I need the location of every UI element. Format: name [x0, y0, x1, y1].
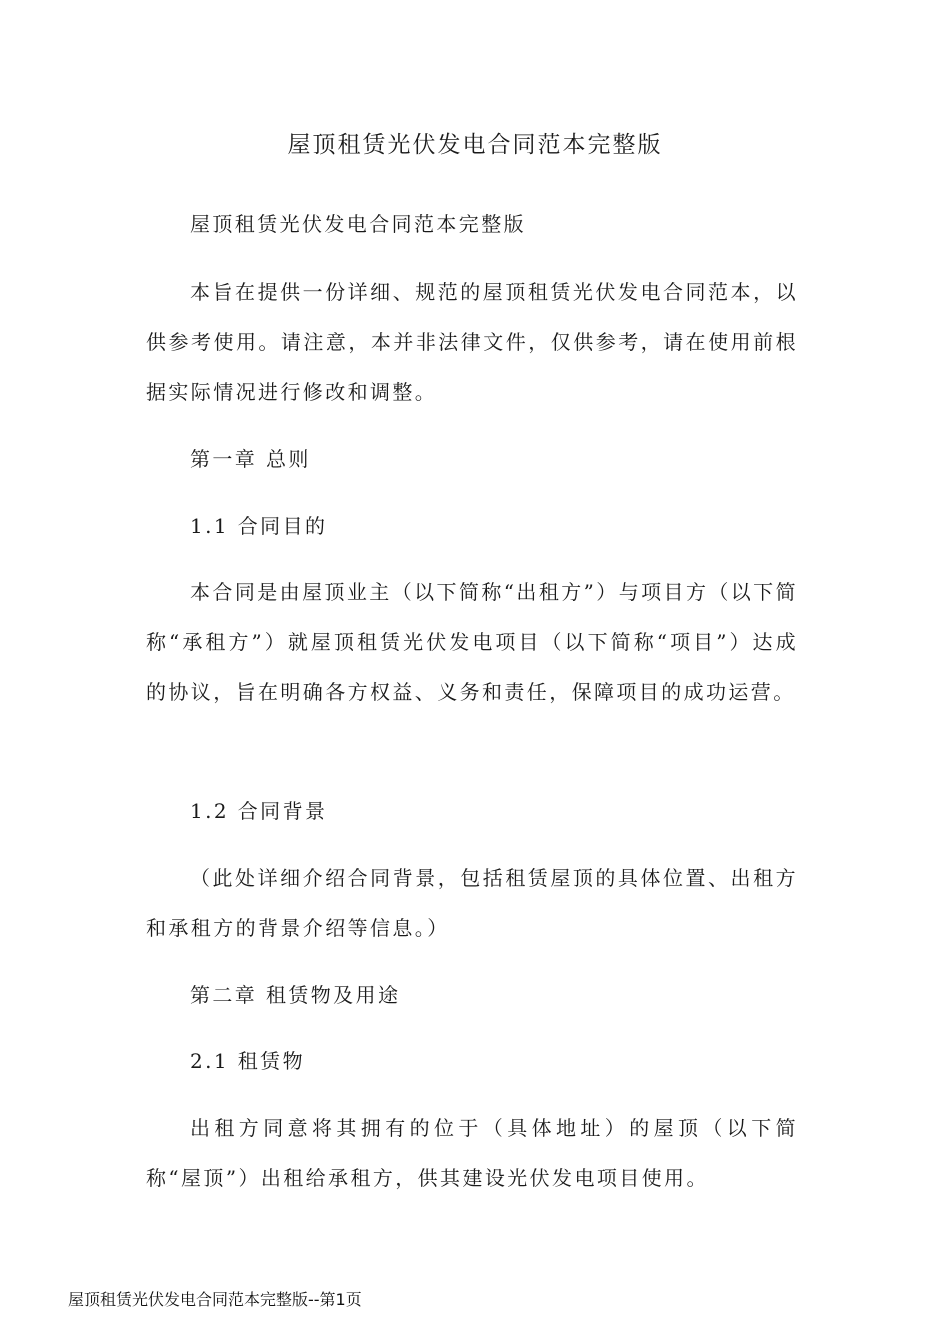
section-heading-1-2: 1.2 合同背景 — [190, 799, 328, 823]
paragraph-subtitle: 屋顶租赁光伏发电合同范本完整版 — [190, 212, 526, 236]
page-footer: 屋顶租赁光伏发电合同范本完整版--第1页 — [68, 1290, 362, 1309]
paragraph-background: （此处详细介绍合同背景，包括租赁屋顶的具体位置、出租方和承租方的背景介绍等信息。） — [146, 866, 798, 940]
paragraph-lease-object: 出租方同意将其拥有的位于（具体地址）的屋顶（以下简称“屋顶”）出租给承租方，供其建设光伏发电项目使用。 — [146, 1116, 798, 1190]
chapter-heading-1: 第一章 总则 — [190, 447, 311, 471]
paragraph-intro: 本旨在提供一份详细、规范的屋顶租赁光伏发电合同范本，以供参考使用。请注意，本并非法律文件，仅供参考，请在使用前根据实际情况进行修改和调整。 — [146, 280, 798, 404]
paragraph-purpose: 本合同是由屋顶业主（以下简称“出租方”）与项目方（以下简称“承租方”）就屋顶租赁光伏发电项目（以下简称“项目”）达成的协议，旨在明确各方权益、义务和责任，保障项目的成功运营。 — [146, 580, 798, 704]
document-title: 屋顶租赁光伏发电合同范本完整版 — [287, 132, 663, 158]
section-heading-2-1: 2.1 租赁物 — [190, 1049, 305, 1073]
chapter-heading-2: 第二章 租赁物及用途 — [190, 983, 401, 1007]
section-heading-1-1: 1.1 合同目的 — [190, 514, 328, 538]
